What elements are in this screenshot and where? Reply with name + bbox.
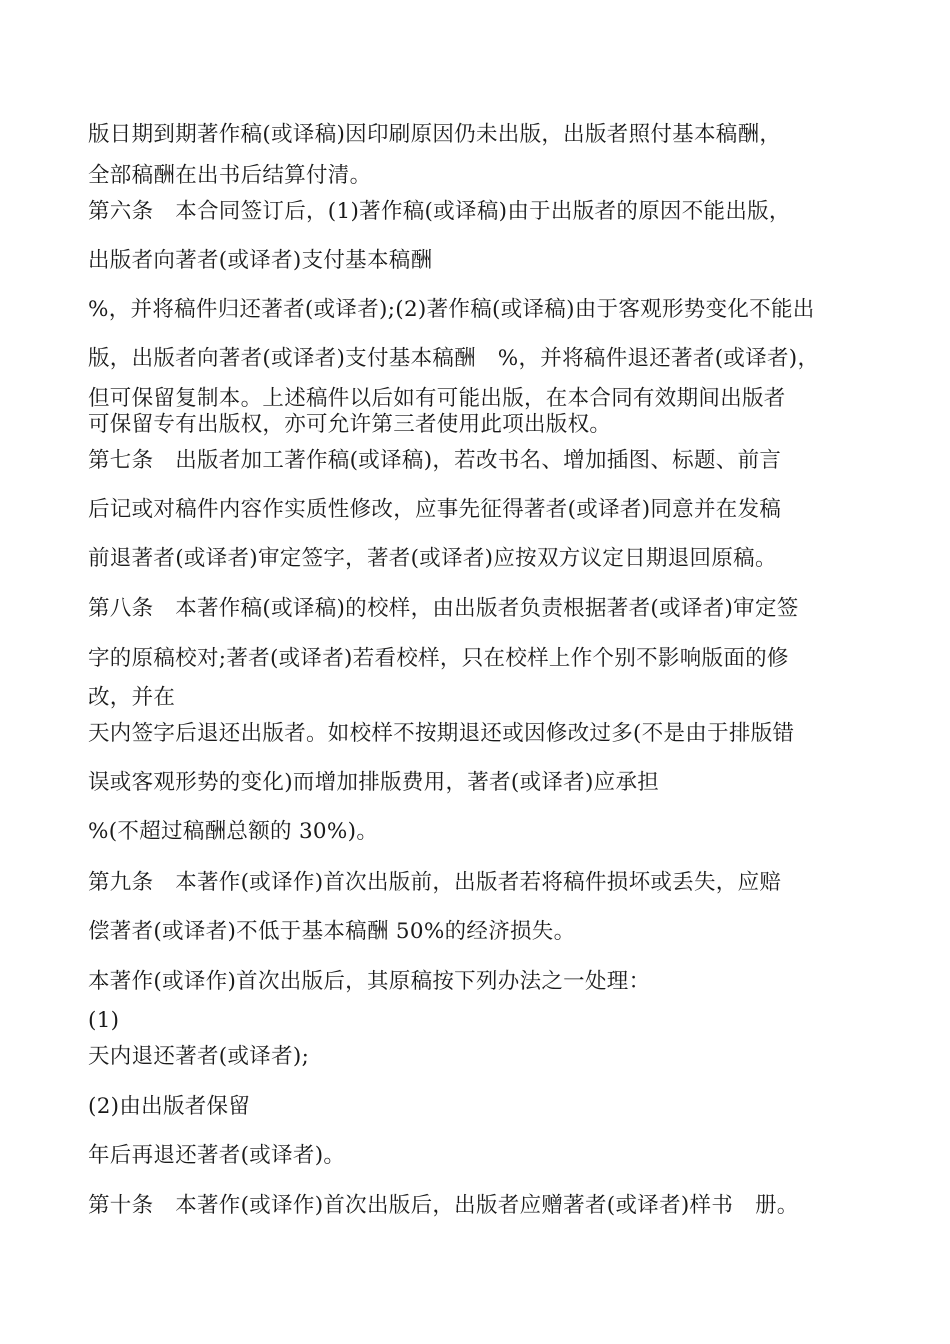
- text-line: 本著作(或译作)首次出版后，其原稿按下列办法之一处理：: [88, 969, 651, 994]
- text-line: 出版者向著者(或译者)支付基本稿酬: [88, 248, 433, 273]
- text-line: 天内签字后退还出版者。如校样不按期退还或因修改过多(不是由于排版错: [88, 721, 795, 746]
- text-line: 版日期到期著作稿(或译稿)因印刷原因仍未出版，出版者照付基本稿酬，: [88, 122, 782, 147]
- text-line: 天内退还著者(或译者);: [88, 1044, 310, 1069]
- text-line: 可保留专有出版权，亦可允许第三者使用此项出版权。: [88, 412, 612, 437]
- text-line: 第九条 本著作(或译作)首次出版前，出版者若将稿件损坏或丢失，应赔: [88, 870, 782, 895]
- text-line: 前退著者(或译者)审定签字，著者(或译者)应按双方议定日期退回原稿。: [88, 546, 777, 571]
- text-line: 第六条 本合同签订后，(1)著作稿(或译稿)由于出版者的原因不能出版，: [88, 199, 791, 224]
- text-line: 改，并在: [88, 685, 176, 710]
- text-line: 第七条 出版者加工著作稿(或译稿)，若改书名、增加插图、标题、前言: [88, 448, 782, 473]
- text-line: 字的原稿校对;著者(或译者)若看校样，只在校样上作个别不影响版面的修: [88, 646, 789, 671]
- text-line: 第八条 本著作稿(或译稿)的校样，由出版者负责根据著者(或译者)审定签: [88, 596, 799, 621]
- text-line: 偿著者(或译者)不低于基本稿酬 50%的经济损失。: [88, 919, 576, 944]
- text-line: %(不超过稿酬总额的 30%)。: [88, 819, 379, 844]
- text-line: 全部稿酬在出书后结算付清。: [88, 163, 372, 188]
- text-line: 后记或对稿件内容作实质性修改，应事先征得著者(或译者)同意并在发稿: [88, 497, 782, 522]
- text-line: 版，出版者向著者(或译者)支付基本稿酬 %，并将稿件退还著者(或译者)，: [88, 346, 820, 371]
- text-line: (1): [88, 1008, 120, 1033]
- text-line: 但可保留复制本。上述稿件以后如有可能出版，在本合同有效期间出版者: [88, 386, 786, 411]
- text-line: 年后再退还著者(或译者)。: [88, 1143, 346, 1168]
- text-line: 误或客观形势的变化)而增加排版费用，著者(或译者)应承担: [88, 770, 660, 795]
- text-line: 第十条 本著作(或译作)首次出版后，出版者应赠著者(或译者)样书 册。: [88, 1193, 799, 1218]
- text-line: %，并将稿件归还著者(或译者);(2)著作稿(或译稿)由于客观形势变化不能出: [88, 297, 815, 322]
- text-line: (2)由出版者保留: [88, 1094, 251, 1119]
